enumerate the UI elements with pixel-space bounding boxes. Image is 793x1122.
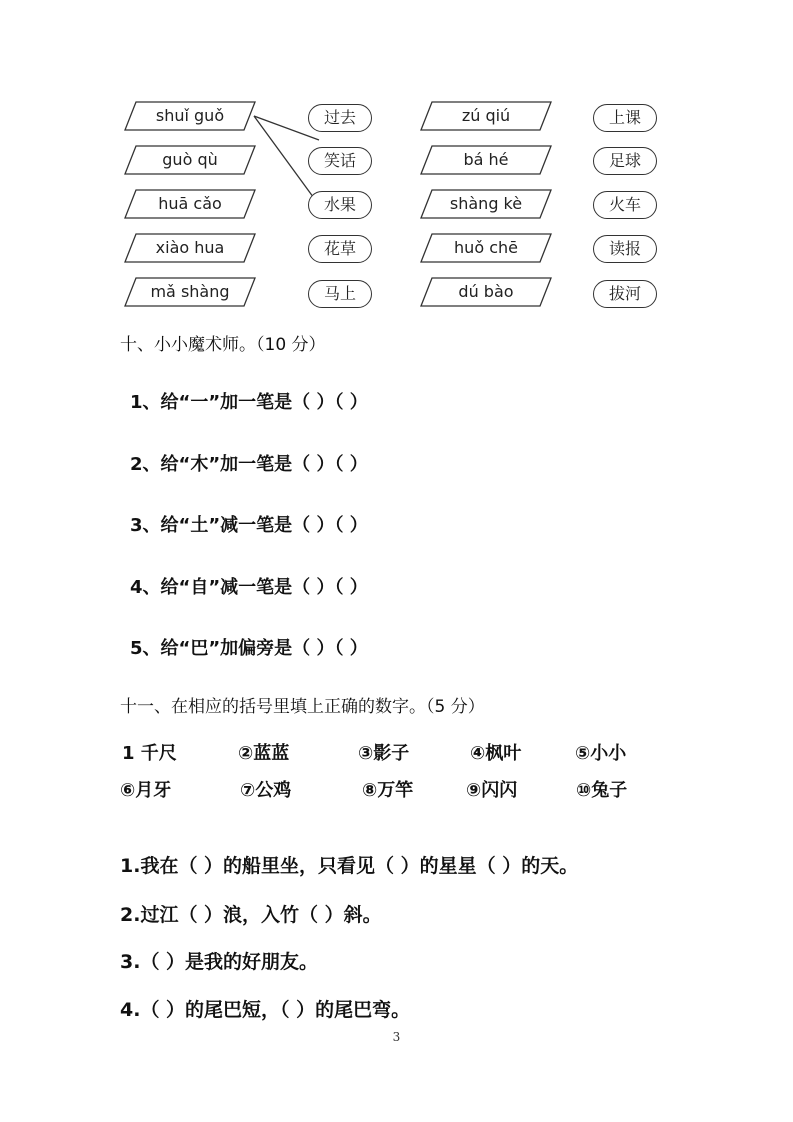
word-pill[interactable]: 花草 [308,235,372,263]
pinyin-box[interactable] [420,189,552,219]
fill-sentence[interactable]: 3.（ ）是我的好朋友。 [120,951,319,973]
pinyin-box[interactable] [420,277,552,307]
word-option: ⑦公鸡 [240,780,292,801]
word-option: 1 千尺 [122,743,177,764]
pinyin-text: dú bào [458,282,514,301]
question-item[interactable]: 2、给“木”加一笔是（ ）（ ） [130,454,368,475]
pinyin-text: mǎ shàng [150,282,230,301]
pinyin-text: bá hé [463,150,509,169]
pinyin-text: xiào hua [155,238,225,257]
word-pill[interactable]: 上课 [593,104,657,132]
pinyin-box[interactable] [124,277,256,307]
word-option: ③影子 [358,743,410,764]
word-pill[interactable]: 读报 [593,235,657,263]
question-item[interactable]: 1、给“一”加一笔是（ ）（ ） [130,392,368,413]
section-11-heading: 十一、在相应的括号里填上正确的数字。（5 分） [120,697,485,717]
word-option: ⑥月牙 [120,780,172,801]
fill-sentence[interactable]: 2.过江（ ）浪，入竹（ ）斜。 [120,904,382,926]
matching-exercise [0,0,793,330]
pinyin-text: guò qù [162,150,218,169]
word-pill[interactable]: 火车 [593,191,657,219]
word-option: ②蓝蓝 [238,743,290,764]
connection-lines [0,0,793,330]
pinyin-box[interactable] [124,101,256,131]
pinyin-text: shàng kè [449,194,523,213]
pinyin-text: huǒ chē [454,238,518,257]
pinyin-text: huā cǎo [158,194,222,213]
pinyin-box[interactable] [124,189,256,219]
fill-sentence[interactable]: 1.我在（ ）的船里坐，只看见（ ）的星星（ ）的天。 [120,855,579,877]
word-option: ⑧万竿 [362,780,414,801]
question-item[interactable]: 4、给“自”减一笔是（ ）（ ） [130,577,368,598]
section-10-heading: 十、小小魔术师。（10 分） [120,335,326,355]
word-pill[interactable]: 拔河 [593,280,657,308]
pinyin-box[interactable] [420,233,552,263]
pinyin-text: zú qiú [461,106,511,125]
fill-sentence[interactable]: 4.（ ）的尾巴短，（ ）的尾巴弯。 [120,999,411,1021]
word-pill[interactable]: 足球 [593,147,657,175]
word-pill[interactable]: 水果 [308,191,372,219]
word-pill[interactable]: 马上 [308,280,372,308]
word-pill[interactable]: 过去 [308,104,372,132]
question-item[interactable]: 3、给“土”减一笔是（ ）（ ） [130,515,368,536]
page-number: 3 [392,1030,401,1044]
word-option: ④枫叶 [470,743,522,764]
question-item[interactable]: 5、给“巴”加偏旁是（ ）（ ） [130,638,368,659]
word-option: ⑨闪闪 [466,780,518,801]
pinyin-text: shuǐ guǒ [155,106,225,125]
word-option: ⑩兔子 [576,780,628,801]
pinyin-box[interactable] [124,145,256,175]
word-pill[interactable]: 笑话 [308,147,372,175]
pinyin-box[interactable] [420,101,552,131]
pinyin-box[interactable] [420,145,552,175]
word-option: ⑤小小 [575,743,627,764]
pinyin-box[interactable] [124,233,256,263]
